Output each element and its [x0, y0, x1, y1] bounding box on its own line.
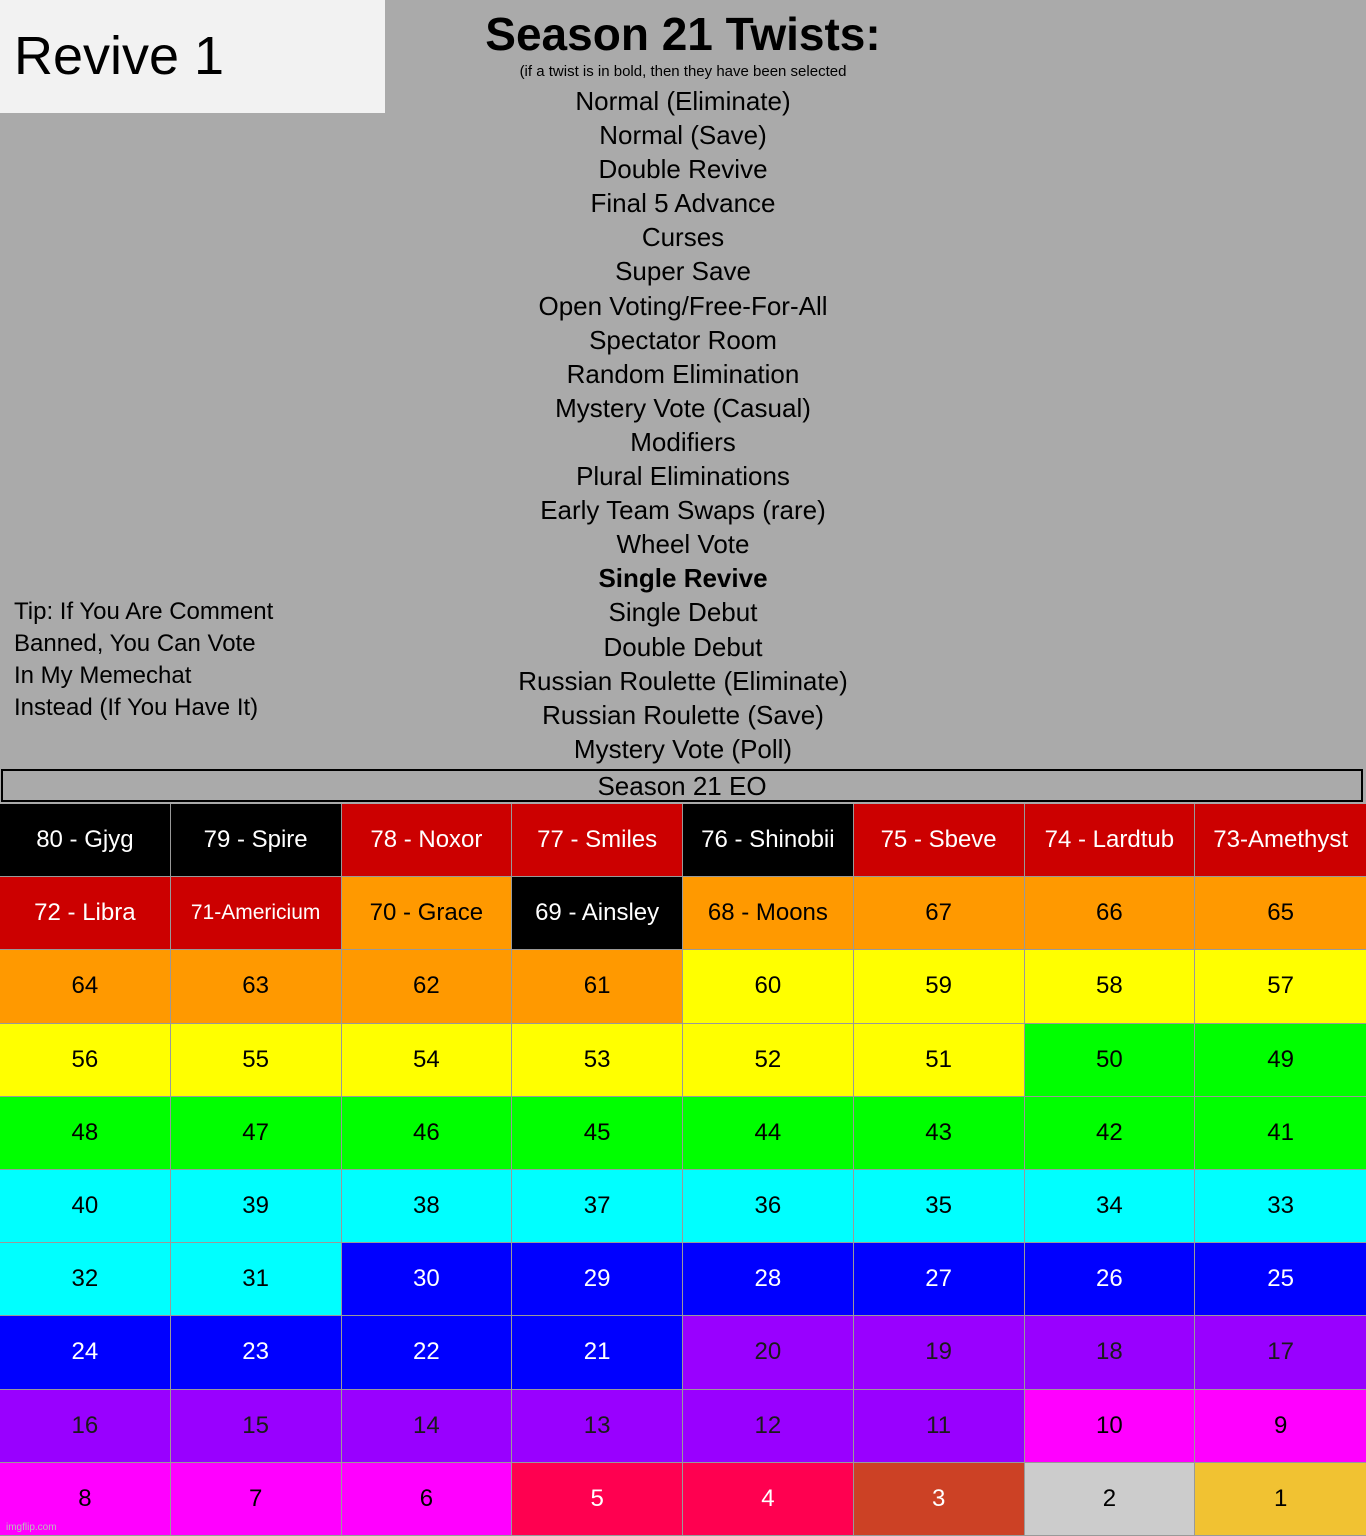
placement-cell: 32	[0, 1243, 171, 1316]
placement-cell: 6	[342, 1463, 513, 1536]
placement-cell: 27	[854, 1243, 1025, 1316]
twist-item: Open Voting/Free-For-All	[538, 290, 828, 321]
placement-cell: 4	[683, 1463, 854, 1536]
placement-cell: 19	[854, 1316, 1025, 1389]
placement-cell: 17	[1195, 1316, 1366, 1389]
twist-item: Double Revive	[598, 154, 768, 185]
elimination-order-grid	[0, 804, 1366, 1536]
placement-cell: 59	[854, 950, 1025, 1023]
placement-cell: 78 - Noxor	[342, 804, 513, 877]
placement-cell: 36	[683, 1170, 854, 1243]
placement-cell: 30	[342, 1243, 513, 1316]
placement-cell: 76 - Shinobii	[683, 804, 854, 877]
placement-cell: 72 - Libra	[0, 877, 171, 950]
placement-cell: 54	[342, 1024, 513, 1097]
placement-cell: 34	[1025, 1170, 1196, 1243]
placement-cell: 69 - Ainsley	[512, 877, 683, 950]
placement-cell: 55	[171, 1024, 342, 1097]
placement-cell: 8	[0, 1463, 171, 1536]
placement-cell: 51	[854, 1024, 1025, 1097]
twist-item: Russian Roulette (Save)	[542, 699, 824, 730]
placement-cell: 68 - Moons	[683, 877, 854, 950]
tip-text: Tip: If You Are Comment Banned, You Can Vote In My Memechat Instead (If You Have It)	[14, 598, 274, 721]
placement-cell: 53	[512, 1024, 683, 1097]
twist-item: Wheel Vote	[616, 529, 750, 560]
twist-item: Russian Roulette (Eliminate)	[518, 665, 848, 696]
placement-cell: 1	[1195, 1463, 1366, 1536]
placement-cell: 44	[683, 1097, 854, 1170]
placement-cell: 70 - Grace	[342, 877, 513, 950]
placement-cell: 75 - Sbeve	[854, 804, 1025, 877]
placement-cell: 42	[1025, 1097, 1196, 1170]
placement-cell: 50	[1025, 1024, 1196, 1097]
placement-cell: 5	[512, 1463, 683, 1536]
twist-item: Final 5 Advance	[590, 188, 776, 219]
placement-cell: 48	[0, 1097, 171, 1170]
placement-cell: 12	[683, 1390, 854, 1463]
twist-item: Modifiers	[630, 426, 736, 457]
placement-cell: 15	[171, 1390, 342, 1463]
twist-item: Single Revive	[598, 563, 768, 594]
twist-item: Mystery Vote (Poll)	[573, 733, 793, 764]
placement-cell: 7	[171, 1463, 342, 1536]
placement-cell: 65	[1195, 877, 1366, 950]
watermark: imgflip.com	[6, 1522, 57, 1533]
twist-item: Early Team Swaps (rare)	[540, 495, 826, 526]
revive-counter: Revive 1	[0, 0, 385, 113]
placement-cell: 57	[1195, 950, 1366, 1023]
placement-cell: 46	[342, 1097, 513, 1170]
placement-cell: 38	[342, 1170, 513, 1243]
placement-cell: 41	[1195, 1097, 1366, 1170]
placement-cell: 24	[0, 1316, 171, 1389]
eo-title-bar: Season 21 EO	[1, 769, 1363, 802]
placement-cell: 63	[171, 950, 342, 1023]
placement-cell: 60	[683, 950, 854, 1023]
page-title: Season 21 Twists:	[485, 8, 881, 60]
placement-cell: 28	[683, 1243, 854, 1316]
placement-cell: 26	[1025, 1243, 1196, 1316]
placement-cell: 14	[342, 1390, 513, 1463]
twist-item: Super Save	[615, 256, 751, 287]
placement-cell: 67	[854, 877, 1025, 950]
twist-item: Random Elimination	[566, 358, 800, 389]
twist-item: Curses	[641, 222, 725, 253]
placement-cell: 77 - Smiles	[512, 804, 683, 877]
placement-cell: 43	[854, 1097, 1025, 1170]
twist-item: Single Debut	[608, 597, 758, 628]
twist-item: Plural Eliminations	[576, 461, 790, 492]
placement-cell: 39	[171, 1170, 342, 1243]
placement-cell: 33	[1195, 1170, 1366, 1243]
placement-cell: 66	[1025, 877, 1196, 950]
subtitle-note: (if a twist is in bold, then they have been selected	[519, 63, 847, 80]
placement-cell: 61	[512, 950, 683, 1023]
placement-cell: 2	[1025, 1463, 1196, 1536]
placement-cell: 47	[171, 1097, 342, 1170]
placement-cell: 49	[1195, 1024, 1366, 1097]
placement-cell: 9	[1195, 1390, 1366, 1463]
placement-cell: 3	[854, 1463, 1025, 1536]
twist-item: Normal (Eliminate)	[575, 86, 791, 116]
placement-cell: 35	[854, 1170, 1025, 1243]
placement-cell: 31	[171, 1243, 342, 1316]
placement-cell: 62	[342, 950, 513, 1023]
placement-cell: 20	[683, 1316, 854, 1389]
placement-cell: 16	[0, 1390, 171, 1463]
placement-cell: 13	[512, 1390, 683, 1463]
placement-cell: 29	[512, 1243, 683, 1316]
twist-item: Normal (Save)	[599, 120, 767, 151]
twist-item: Mystery Vote (Casual)	[555, 392, 811, 423]
twist-item: Double Debut	[603, 631, 763, 662]
placement-cell: 45	[512, 1097, 683, 1170]
placement-cell: 58	[1025, 950, 1196, 1023]
placement-cell: 80 - Gjyg	[0, 804, 171, 877]
placement-cell: 52	[683, 1024, 854, 1097]
placement-cell: 11	[854, 1390, 1025, 1463]
placement-cell: 79 - Spire	[171, 804, 342, 877]
placement-cell: 64	[0, 950, 171, 1023]
placement-cell: 40	[0, 1170, 171, 1243]
placement-cell: 23	[171, 1316, 342, 1389]
placement-cell: 25	[1195, 1243, 1366, 1316]
placement-cell: 73-Amethyst	[1195, 804, 1366, 877]
placement-cell: 22	[342, 1316, 513, 1389]
placement-cell: 10	[1025, 1390, 1196, 1463]
placement-cell: 21	[512, 1316, 683, 1389]
placement-cell: 74 - Lardtub	[1025, 804, 1196, 877]
placement-cell: 37	[512, 1170, 683, 1243]
placement-cell: 56	[0, 1024, 171, 1097]
placement-cell: 18	[1025, 1316, 1196, 1389]
twist-item: Spectator Room	[589, 324, 777, 355]
placement-cell: 71-Americium	[171, 877, 342, 950]
